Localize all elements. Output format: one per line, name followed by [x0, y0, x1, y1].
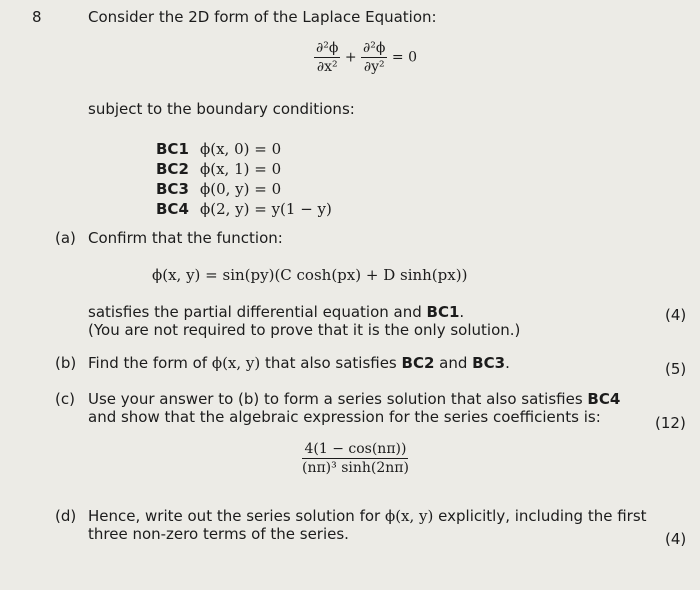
bc3-expr: ϕ(0, y) = 0	[200, 180, 282, 198]
bc2-row	[156, 159, 332, 179]
part-b-post: .	[505, 354, 510, 372]
laplace-term1-denominator: ∂x²	[316, 59, 338, 76]
laplace-term2-denominator: ∂y²	[363, 59, 385, 76]
part-b-pre: Find the form of	[88, 354, 212, 372]
part-a-text: Confirm that the function:	[88, 229, 283, 247]
part-b-text	[88, 354, 510, 372]
laplace-plus: +	[344, 49, 357, 66]
laplace-equation	[314, 40, 417, 75]
bc4-label: BC4	[156, 200, 189, 218]
bc1-row	[156, 139, 332, 159]
bc2-label: BC2	[156, 160, 189, 178]
part-a-marks: (4)	[665, 306, 687, 324]
bc1-label: BC1	[156, 140, 189, 158]
series-coefficient-fraction	[300, 441, 411, 476]
series-coefficient-numerator: 4(1 − cos(nπ))	[302, 441, 408, 459]
part-c-label: (c)	[55, 390, 75, 408]
part-d-line1	[88, 507, 647, 525]
part-d-label: (d)	[55, 507, 77, 525]
bc4-expr: ϕ(2, y) = y(1 − y)	[200, 200, 332, 218]
bc3-row	[156, 179, 332, 199]
part-d-math: ϕ(x, y)	[384, 507, 434, 525]
part-d-line2: three non-zero terms of the series.	[88, 525, 349, 543]
part-c-bc4: BC4	[587, 390, 621, 408]
part-a-line1-pre: satisfies the partial differential equation and	[88, 303, 427, 321]
bc4-row	[156, 199, 332, 219]
part-b-mid: that also satisfies	[260, 354, 402, 372]
part-c-marks: (12)	[655, 414, 686, 432]
part-a-function: ϕ(x, y) = sin(py)(C cosh(px) + D sinh(px))	[152, 266, 468, 284]
part-b-and: and	[434, 354, 473, 372]
part-b-bc2: BC2	[401, 354, 435, 372]
question-number: 8	[32, 8, 42, 26]
part-d-line1-post: explicitly, including the first	[433, 507, 647, 525]
part-c-line1	[88, 390, 620, 408]
part-a-label: (a)	[55, 229, 76, 247]
boundary-conditions	[156, 139, 332, 219]
laplace-term2	[361, 40, 387, 75]
laplace-term1-numerator: ∂²ϕ	[314, 40, 340, 58]
bc2-expr: ϕ(x, 1) = 0	[200, 160, 282, 178]
bc3-label: BC3	[156, 180, 189, 198]
laplace-term1	[314, 40, 340, 75]
series-coefficient-denominator: (nπ)³ sinh(2nπ)	[302, 460, 409, 477]
part-b-math: ϕ(x, y)	[211, 354, 261, 372]
intro-text: Consider the 2D form of the Laplace Equation:	[88, 8, 437, 26]
part-a-line1	[88, 303, 464, 321]
part-c-line1-pre: Use your answer to (b) to form a series solution that also satisfies	[88, 390, 588, 408]
bc1-expr: ϕ(x, 0) = 0	[200, 140, 282, 158]
part-b-bc3: BC3	[472, 354, 506, 372]
laplace-rhs: = 0	[391, 49, 417, 66]
part-b-marks: (5)	[665, 360, 687, 378]
part-b-label: (b)	[55, 354, 77, 372]
subject-to-text: subject to the boundary conditions:	[88, 100, 355, 118]
part-d-line1-pre: Hence, write out the series solution for	[88, 507, 385, 525]
part-d-marks: (4)	[665, 530, 687, 548]
series-coefficient	[300, 441, 411, 476]
part-a-bc1: BC1	[426, 303, 460, 321]
part-c-line2: and show that the algebraic expression for the series coefficients is:	[88, 408, 601, 426]
part-a-line2: (You are not required to prove that it is the only solution.)	[88, 321, 521, 339]
part-a-line1-post: .	[459, 303, 465, 321]
laplace-term2-numerator: ∂²ϕ	[361, 40, 387, 58]
